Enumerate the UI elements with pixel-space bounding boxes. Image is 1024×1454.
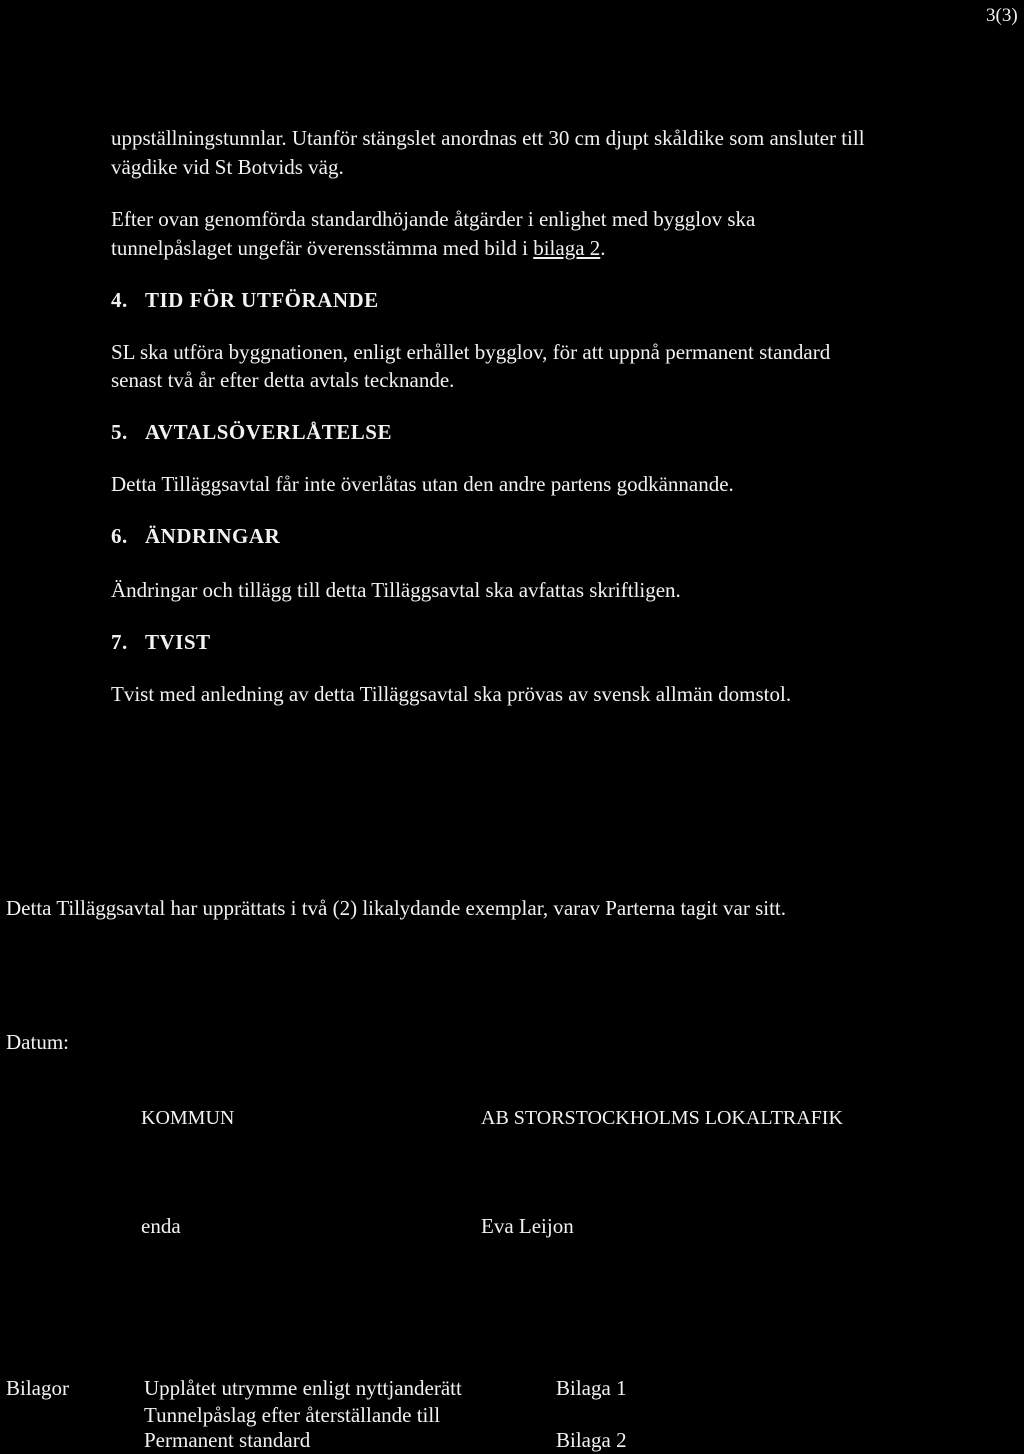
para-after-line-1: Efter ovan genomförda standardhöjande åtgärder i enlighet med bygglov ska [111,207,756,231]
section-7-number: 7. [111,630,128,654]
section-5-title: AVTALSÖVERLÅTELSE [145,420,392,444]
section-4-heading [111,286,379,314]
date-label: Datum: [6,1030,69,1054]
intro-line-2: vägdike vid St Botvids väg. [111,155,344,179]
para-after-line-2 [111,234,606,262]
section-7-line-1: Tvist med anledning av detta Tilläggsavtal ska prövas av svensk allmän domstol. [111,682,792,706]
attachment-2-title-line-1: Tunnelpåslag efter återställande till [144,1403,441,1427]
section-7-heading [111,628,211,656]
section-6-number: 6. [111,524,128,548]
left-signatory: enda [141,1214,181,1238]
right-party-name: AB STORSTOCKHOLMS LOKALTRAFIK [481,1107,843,1129]
intro-line-1: uppställningstunnlar. Utanför stängslet anordnas ett 30 cm djupt skåldike som ansluter till [111,126,865,150]
section-6-heading [111,522,280,550]
attachment-1-ref: Bilaga 1 [556,1376,627,1400]
para-after-period: . [600,236,606,260]
para-after-text: tunnelpåslaget ungefär överensstämma med bild i [111,236,534,260]
section-5-line-1: Detta Tilläggsavtal får inte överlåtas utan den andre partens godkännande. [111,472,734,496]
section-4-line-1: SL ska utföra byggnationen, enligt erhållet bygglov, för att uppnå permanent standard [111,340,831,364]
section-4-line-2: senast två år efter detta avtals tecknande. [111,368,455,392]
bilaga-2-link[interactable]: bilaga 2 [533,236,601,260]
section-6-title: ÄNDRINGAR [145,524,281,548]
attachment-2-ref: Bilaga 2 [556,1428,627,1452]
section-6-line-1: Ändringar och tillägg till detta Tilläggsavtal ska avfattas skriftligen. [111,578,681,602]
right-signatory: Eva Leijon [481,1214,574,1238]
left-party-name: KOMMUN [141,1107,235,1129]
attachment-2-title-line-2: Permanent standard [144,1428,311,1452]
section-5-heading [111,418,392,446]
section-4-title: TID FÖR UTFÖRANDE [145,288,379,312]
attachment-1-title: Upplåtet utrymme enligt nyttjanderätt [144,1376,462,1400]
section-4-number: 4. [111,288,128,312]
closing-statement: Detta Tilläggsavtal har upprättats i två (2) likalydande exemplar, varav Parterna tagit var sitt. [6,896,787,920]
attachments-label: Bilagor [6,1376,69,1400]
section-7-title: TVIST [145,630,211,654]
section-5-number: 5. [111,420,128,444]
page-number: 3(3) [986,5,1018,26]
